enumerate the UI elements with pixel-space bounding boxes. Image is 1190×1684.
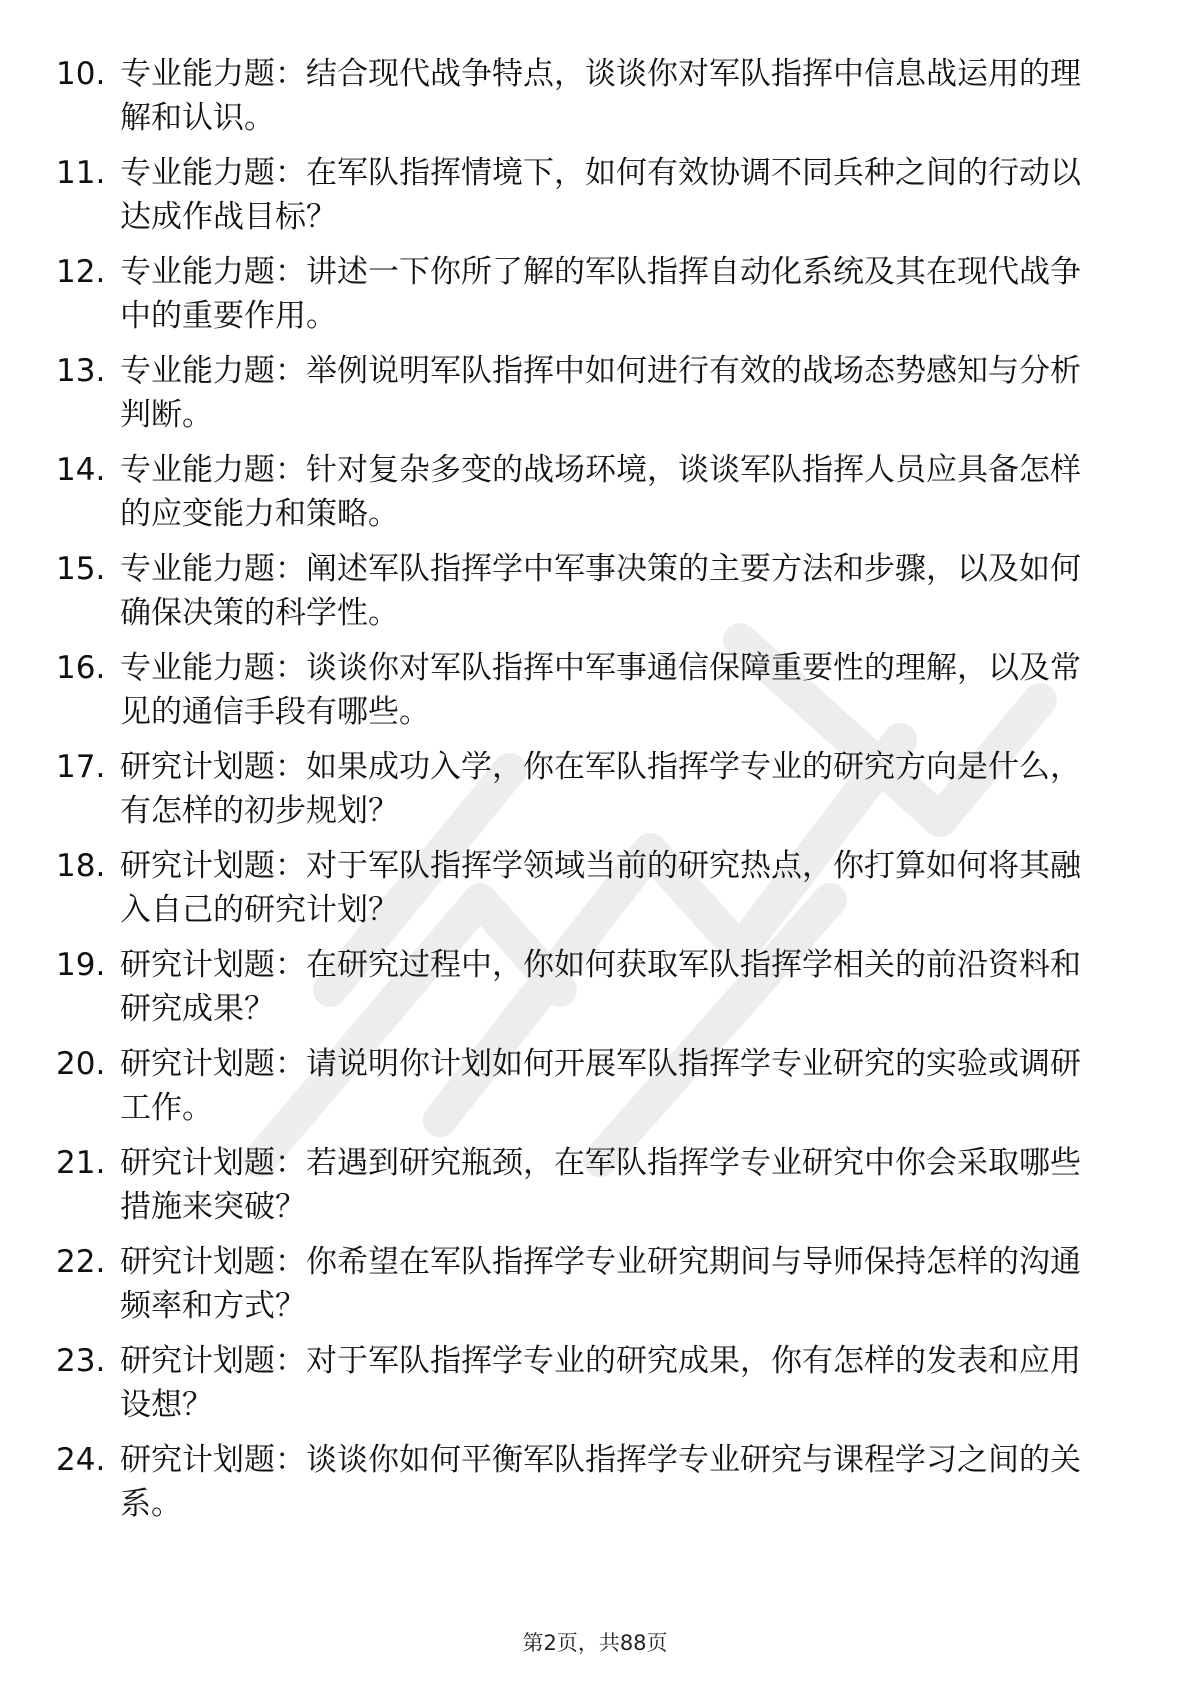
question-number: 14. [56,452,106,488]
question-list [56,52,1106,1537]
category-separator: ： [275,749,306,785]
category-separator: ： [275,1343,306,1379]
question-text: 请说明你计划如何开展军队指挥学专业研究的实验或调研工作。 [120,1046,1081,1126]
question-category: 专业能力题 [120,56,275,92]
question-body [118,151,1106,239]
question-item [56,448,1106,547]
question-number: 15. [56,551,106,587]
question-text: 在军队指挥情境下，如何有效协调不同兵种之间的行动以达成作战目标？ [120,155,1081,235]
question-text: 举例说明军队指挥中如何进行有效的战场态势感知与分析判断。 [120,353,1081,433]
question-text: 针对复杂多变的战场环境，谈谈军队指挥人员应具备怎样的应变能力和策略。 [120,452,1081,532]
question-item [56,844,1106,943]
category-separator: ： [275,1145,306,1181]
question-body [118,745,1106,833]
question-category: 研究计划题 [120,1442,275,1478]
question-text: 谈谈你如何平衡军队指挥学专业研究与课程学习之间的关系。 [120,1442,1081,1522]
question-body [118,1339,1106,1427]
category-separator: ： [275,1442,306,1478]
question-body [118,250,1106,338]
question-item [56,1141,1106,1240]
category-separator: ： [275,650,306,686]
question-number: 13. [56,353,106,389]
question-item [56,1339,1106,1438]
question-number: 12. [56,254,106,290]
category-separator: ： [275,1244,306,1280]
category-separator: ： [275,551,306,587]
question-body [118,844,1106,932]
question-body [118,1240,1106,1328]
question-body [118,1141,1106,1229]
category-separator: ： [275,452,306,488]
question-category: 研究计划题 [120,1145,275,1181]
question-text: 对于军队指挥学专业的研究成果，你有怎样的发表和应用设想？ [120,1343,1081,1423]
category-separator: ： [275,155,306,191]
question-text: 阐述军队指挥学中军事决策的主要方法和步骤，以及如何确保决策的科学性。 [120,551,1081,631]
question-number: 21. [56,1145,106,1181]
question-category: 研究计划题 [120,1244,275,1280]
question-item [56,1042,1106,1141]
question-body [118,646,1106,734]
question-category: 专业能力题 [120,353,275,389]
question-category: 研究计划题 [120,1343,275,1379]
question-category: 专业能力题 [120,650,275,686]
question-item [56,646,1106,745]
question-item [56,745,1106,844]
category-separator: ： [275,56,306,92]
category-separator: ： [275,353,306,389]
question-text: 讲述一下你所了解的军队指挥自动化系统及其在现代战争中的重要作用。 [120,254,1081,334]
question-body [118,943,1106,1031]
question-category: 专业能力题 [120,155,275,191]
question-category: 专业能力题 [120,551,275,587]
question-number: 19. [56,947,106,983]
question-item [56,52,1106,151]
question-category: 研究计划题 [120,947,275,983]
question-text: 对于军队指挥学领域当前的研究热点，你打算如何将其融入自己的研究计划？ [120,848,1081,928]
question-category: 专业能力题 [120,452,275,488]
question-number: 17. [56,749,106,785]
question-body [118,448,1106,536]
question-item [56,547,1106,646]
question-body [118,52,1106,140]
question-text: 在研究过程中，你如何获取军队指挥学相关的前沿资料和研究成果？ [120,947,1081,1027]
question-number: 24. [56,1442,106,1478]
question-number: 10. [56,56,106,92]
question-body [118,1438,1106,1526]
question-number: 20. [56,1046,106,1082]
question-body [118,547,1106,635]
question-text: 结合现代战争特点，谈谈你对军队指挥中信息战运用的理解和认识。 [120,56,1081,136]
question-item [56,250,1106,349]
question-text: 若遇到研究瓶颈，在军队指挥学专业研究中你会采取哪些措施来突破？ [120,1145,1081,1225]
question-text: 如果成功入学，你在军队指挥学专业的研究方向是什么，有怎样的初步规划？ [120,749,1081,829]
question-body [118,349,1106,437]
question-category: 研究计划题 [120,749,275,785]
question-number: 16. [56,650,106,686]
question-item [56,1240,1106,1339]
category-separator: ： [275,848,306,884]
question-number: 23. [56,1343,106,1379]
question-item [56,151,1106,250]
question-category: 专业能力题 [120,254,275,290]
question-item [56,943,1106,1042]
question-number: 18. [56,848,106,884]
category-separator: ： [275,254,306,290]
question-item [56,349,1106,448]
question-category: 研究计划题 [120,1046,275,1082]
question-text: 你希望在军队指挥学专业研究期间与导师保持怎样的沟通频率和方式？ [120,1244,1081,1324]
category-separator: ： [275,947,306,983]
question-number: 22. [56,1244,106,1280]
question-category: 研究计划题 [120,848,275,884]
page-footer: 第2页，共88页 [522,1631,668,1655]
question-body [118,1042,1106,1130]
question-text: 谈谈你对军队指挥中军事通信保障重要性的理解，以及常见的通信手段有哪些。 [120,650,1081,730]
question-number: 11. [56,155,106,191]
category-separator: ： [275,1046,306,1082]
question-item [56,1438,1106,1537]
